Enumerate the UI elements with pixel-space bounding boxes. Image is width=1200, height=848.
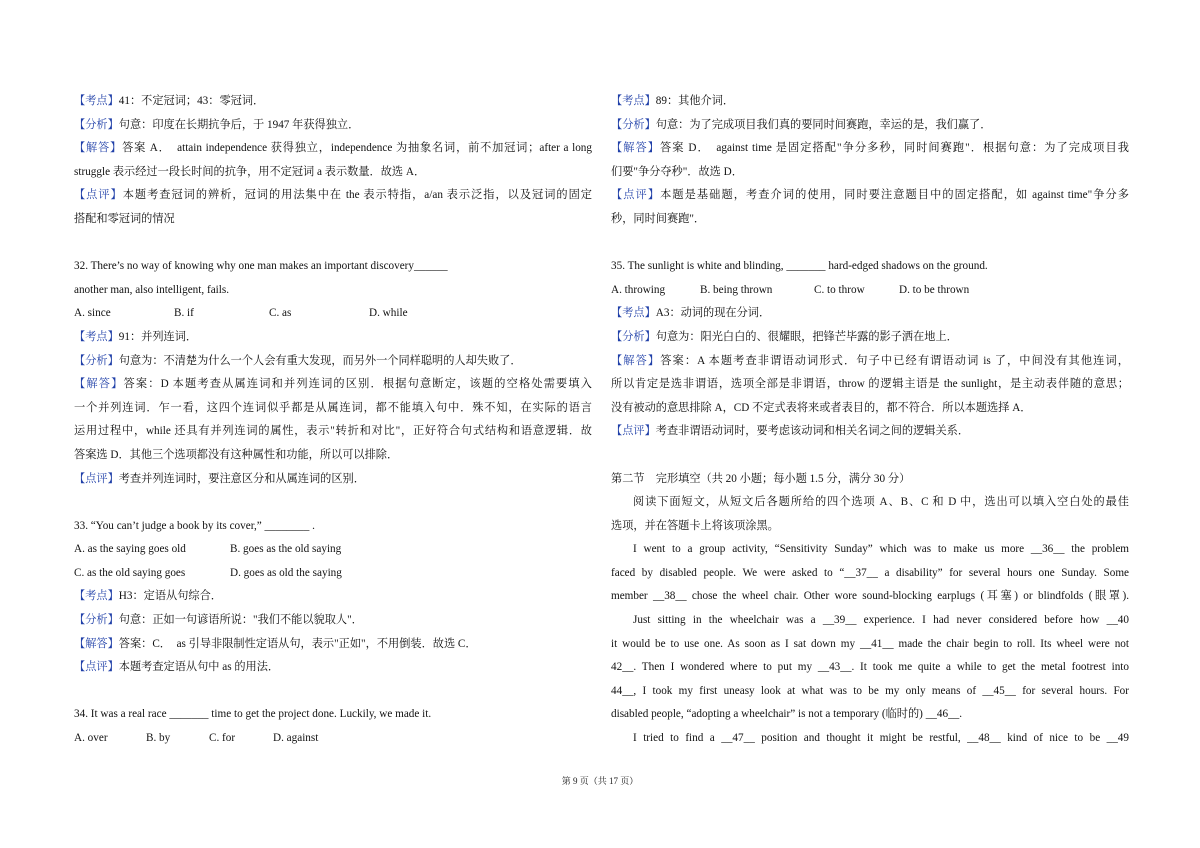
line-text: another man, also intelligent, fails. <box>74 283 230 296</box>
line-text: A3：动词的现在分词． <box>655 307 771 320</box>
text-line <box>74 161 592 185</box>
line-text: 所以肯定是选非谓语，选项全部是非谓语，throw 的逻辑主语是 the sunlight，是主动表伴随的意思； <box>611 378 1129 391</box>
line-text: 选项，并在答题卡上将该项涂黑。 <box>611 519 779 532</box>
line-text: I went to a group activity, “Sensitivity Sunday” which was to make us more __36__ the problem <box>633 543 1129 556</box>
section-tag: 【解答】 <box>611 142 661 155</box>
answer-options <box>611 279 1129 303</box>
line-text: 本题考查冠词的辨析，冠词的用法集中在 the 表示特指，a/an 表示泛指，以及冠词的固定 <box>122 189 592 202</box>
left-column <box>74 90 592 751</box>
answer-option: C. for <box>209 732 236 745</box>
text-line <box>74 703 592 727</box>
annotated-line <box>611 90 1129 114</box>
text-line <box>611 680 1129 704</box>
right-column <box>611 90 1129 751</box>
section-tag: 【点评】 <box>611 425 656 438</box>
blank-line <box>74 491 592 515</box>
line-text: member __38__ chose the wheel chair. Other wore sound-blocking earplugs (耳塞) or blindfolds (眼罩). <box>611 590 1129 603</box>
text-line <box>611 255 1129 279</box>
text-line <box>611 491 1129 515</box>
text-line <box>74 397 592 421</box>
answer-options <box>74 302 592 326</box>
text-line <box>611 562 1129 586</box>
line-text: 答案：D 本题考查从属连词和并列连词的区别．根据句意断定，该题的空格处需要填入 <box>123 378 592 391</box>
annotated-line <box>74 468 592 492</box>
section-tag: 【考点】 <box>611 95 656 107</box>
blank-line <box>74 232 592 256</box>
line-text: 答案：A 本题考查非谓语动词形式．句子中已经有谓语动词 is 了，中间没有其他连词， <box>660 354 1129 367</box>
section-tag: 【点评】 <box>74 189 123 202</box>
answer-option: A. over <box>74 732 108 745</box>
answer-option: B. if <box>174 307 194 320</box>
annotated-line <box>611 326 1129 350</box>
annotated-line <box>74 656 592 680</box>
answer-option: D. to be thrown <box>899 283 970 296</box>
line-text: disabled people, “adopting a wheelchair” is not a temporary (临时的) __46__. <box>611 708 963 721</box>
line-text: 32. There’s no way of knowing why one man makes an important discovery______ <box>74 260 448 273</box>
section-tag: 【分析】 <box>74 614 119 627</box>
line-text: 句意：印度在长期抗争后，于 1947 年获得独立． <box>118 118 360 131</box>
line-text: it would be to use one. As soon as I sat down my __41__ made the chair begin to roll. Its wheel were not <box>611 637 1129 650</box>
annotated-line <box>74 585 592 609</box>
text-line <box>74 208 592 232</box>
section-tag: 【分析】 <box>611 118 656 131</box>
answer-option: C. as the old saying goes <box>74 566 186 579</box>
text-line <box>611 515 1129 539</box>
answer-option: A. since <box>74 307 111 320</box>
line-text: 没有被动的意思排除 A，CD 不定式表将来或者表目的，都不符合．所以本题选择 A． <box>611 401 1032 414</box>
answer-option: C. to throw <box>814 283 865 296</box>
section-tag: 【点评】 <box>74 661 119 674</box>
annotated-line <box>611 184 1129 208</box>
blank-line <box>611 444 1129 468</box>
section-tag: 【考点】 <box>611 307 656 320</box>
answer-option: D. against <box>273 732 319 745</box>
annotated-line <box>74 137 592 161</box>
text-line <box>611 703 1129 727</box>
answer-option: A. as the saying goes old <box>74 543 186 556</box>
line-text: 考查非谓语动词时，要考虑该动词和相关名词之间的逻辑关系． <box>655 425 970 438</box>
line-text: 句意：为了完成项目我们真的要同时间赛跑，幸运的是，我们赢了． <box>655 118 992 131</box>
section-tag: 【考点】 <box>74 95 119 107</box>
text-line <box>611 656 1129 680</box>
annotated-line <box>611 302 1129 326</box>
annotated-line <box>74 373 592 397</box>
line-text: I tried to find a __47__ position and thought it might be restful, __48__ kind of nice to be __49 <box>633 732 1129 745</box>
page-footer: 第 9 页（共 17 页） <box>561 776 639 786</box>
line-text: 搭配和零冠词的情况 <box>74 212 175 225</box>
answer-option: D. while <box>369 307 408 320</box>
section-tag: 【点评】 <box>74 472 119 485</box>
line-text: 本题是基础题，考查介词的使用，同时要注意题目中的固定搭配，如 against time"争分多 <box>660 189 1129 202</box>
line-text: 33. “You can’t judge a book by its cover,” ________ . <box>74 519 315 532</box>
answer-option: B. goes as the old saying <box>230 543 342 556</box>
answer-options <box>74 727 592 751</box>
answer-option: A. throwing <box>611 283 666 296</box>
line-text: 41：不定冠词；43：零冠词． <box>118 95 265 107</box>
line-text: 44__, I took my first uneasy look at what was to be my only means of __45__ for several hours. For <box>611 684 1129 697</box>
line-text: 阅读下面短文，从短文后各题所给的四个选项 A、B、C 和 D 中，选出可以填入空白处的最佳 <box>633 496 1129 509</box>
line-text: 考查并列连词时，要注意区分和从属连词的区别． <box>118 472 365 485</box>
line-text: 本题考查定语从句中 as 的用法． <box>118 661 280 674</box>
line-text: 句意为：阳光白白的、很耀眼，把锋芒毕露的影子洒在地上． <box>655 330 958 343</box>
text-line <box>611 373 1129 397</box>
line-text: 答案 A． attain independence 获得独立，independence 为抽象名词，前不加冠词；after a long <box>122 142 592 155</box>
annotated-line <box>611 420 1129 444</box>
section-tag: 【分析】 <box>74 118 119 131</box>
annotated-line <box>74 90 592 114</box>
line-text: 42__. Then I wondered where to put my __43__. It took me quite a while to get the metal footrest into <box>611 661 1129 674</box>
line-text: 89：其他介词． <box>655 95 735 107</box>
section-tag: 【解答】 <box>611 354 661 367</box>
line-text: 答案选 D．其他三个选项都没有这种属性和功能，所以可以排除． <box>74 448 399 461</box>
line-text: H3：定语从句综合． <box>118 590 222 603</box>
line-text: 们要"争分夺秒"．故选 D． <box>611 165 743 178</box>
text-line <box>74 420 592 444</box>
line-text: 运用过程中，while 还具有并列连词的属性，表示"转折和对比"，正好符合句式结构和语意逻辑．故 <box>74 425 592 438</box>
answer-option: B. being thrown <box>700 283 773 296</box>
section-tag: 【点评】 <box>611 189 661 202</box>
section-tag: 【解答】 <box>74 378 124 391</box>
blank-line <box>611 232 1129 256</box>
section-tag: 【分析】 <box>74 354 119 367</box>
text-line <box>611 727 1129 751</box>
annotated-line <box>611 137 1129 161</box>
line-text: 答案 D． against time 是固定搭配"争分多秒，同时间赛跑"．根据句意：为了完成项目我 <box>660 142 1129 155</box>
line-text: 34. It was a real race _______ time to get the project done. Luckily, we made it. <box>74 708 432 721</box>
line-text: 答案：C． as 引导非限制性定语从句，表示"正如"，不用倒装．故选 C． <box>118 637 477 650</box>
text-line <box>611 208 1129 232</box>
annotated-line <box>611 114 1129 138</box>
line-text: 91：并列连词． <box>118 330 198 343</box>
annotated-line <box>74 633 592 657</box>
answer-options <box>74 538 592 562</box>
annotated-line <box>74 184 592 208</box>
line-text: struggle 表示经过一段长时间的抗争，用不定冠词 a 表示数量．故选 A． <box>74 165 426 178</box>
text-line <box>611 161 1129 185</box>
line-text: 第二节 完形填空（共 20 小题；每小题 1.5 分，满分 30 分） <box>611 472 911 485</box>
section-tag: 【考点】 <box>74 590 119 603</box>
text-line <box>611 609 1129 633</box>
line-text: 句意为：不清楚为什么一个人会有重大发现，而另外一个同样聪明的人却失败了． <box>118 354 522 367</box>
annotated-line <box>74 114 592 138</box>
annotated-line <box>74 326 592 350</box>
text-line <box>74 515 592 539</box>
annotated-line <box>74 609 592 633</box>
text-line <box>611 585 1129 609</box>
text-line <box>611 538 1129 562</box>
section-tag: 【考点】 <box>74 330 119 343</box>
line-text: 句意：正如一句谚语所说："我们不能以貌取人"． <box>118 614 363 627</box>
annotated-line <box>611 350 1129 374</box>
text-line <box>74 255 592 279</box>
line-text: 一个并列连词．乍一看，这四个连词似乎都是从属连词，都不能填入句中．殊不知，在实际的语言 <box>74 401 592 414</box>
line-text: 35. The sunlight is white and blinding, _______ hard-edged shadows on the ground. <box>611 260 988 273</box>
answer-option: B. by <box>146 732 171 745</box>
line-text: faced by disabled people. We were asked to “__37__ a disability” for several hours one Sunday. Some <box>611 566 1129 579</box>
text-line <box>74 444 592 468</box>
answer-option: C. as <box>269 307 292 320</box>
section-tag: 【解答】 <box>74 142 123 155</box>
text-line <box>74 279 592 303</box>
line-text: 秒，同时间赛跑"． <box>611 212 706 225</box>
section-tag: 【解答】 <box>74 637 119 650</box>
text-line <box>611 633 1129 657</box>
answer-options <box>74 562 592 586</box>
text-line <box>611 397 1129 421</box>
annotated-line <box>74 350 592 374</box>
text-line <box>611 468 1129 492</box>
line-text: Just sitting in the wheelchair was a __39__ experience. I had never considered before how __40 <box>633 614 1129 627</box>
section-tag: 【分析】 <box>611 330 656 343</box>
answer-option: D. goes as old the saying <box>230 566 342 579</box>
blank-line <box>74 680 592 704</box>
